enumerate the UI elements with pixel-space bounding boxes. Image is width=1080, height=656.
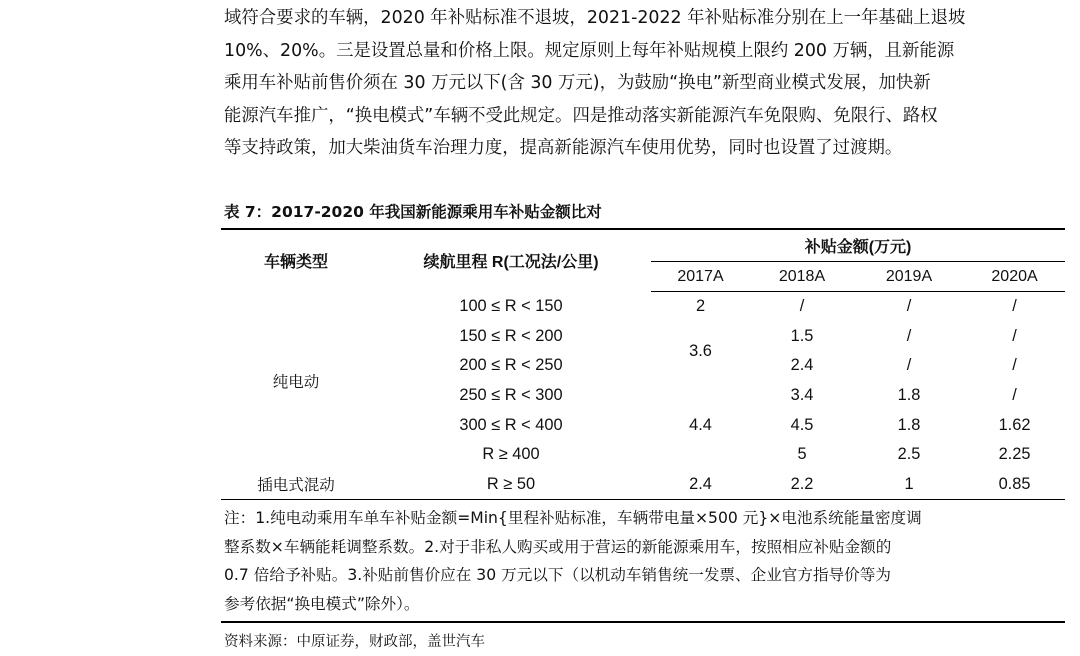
note-line: 注：1.纯电动乘用车单车补贴金额=Min{里程补贴标准，车辆带电量×500 元}×电池系统能量密度调	[224, 509, 922, 527]
cell-2019: /	[906, 297, 912, 316]
cell-range: R ≥ 50	[486, 474, 536, 493]
cell-2018: 1.5	[790, 326, 814, 345]
header-year-2018: 2018A	[750, 262, 854, 292]
cell-2017-merged: 4.4	[689, 415, 712, 434]
divider	[221, 621, 1065, 623]
paragraph-line: 等支持政策，加大柴油货车治理力度，提高新能源汽车使用优势，同时也设置了过渡期。	[224, 138, 903, 159]
cell-2019: 1.8	[897, 415, 921, 434]
cell-2020: /	[1012, 356, 1017, 375]
table-note	[224, 504, 1064, 618]
paragraph-line: 乘用车补贴前售价须在 30 万元以下(含 30 万元)，为鼓励“换电”新型商业模式发展，加快新	[224, 73, 931, 94]
cell-range: 300 ≤ R < 400	[459, 415, 563, 434]
cell-2018: 2.4	[790, 356, 814, 375]
subsidy-table-container	[221, 228, 1065, 500]
cell-2020: /	[1012, 297, 1017, 316]
cell-range: R ≥ 400	[482, 445, 540, 464]
cell-2018: 4.5	[790, 415, 814, 434]
group-pure-electric: 纯电动	[272, 373, 320, 391]
cell-2018: 5	[797, 445, 807, 464]
cell-2018: 2.2	[790, 474, 814, 493]
cell-2019: 1	[904, 474, 914, 493]
note-line: 参考依据“换电模式”除外）。	[224, 594, 420, 613]
cell-2019: /	[906, 326, 912, 345]
cell-range: 250 ≤ R < 300	[459, 386, 563, 405]
table-row	[221, 470, 1065, 500]
header-vehicle-type: 车辆类型	[263, 254, 328, 272]
header-year-2017: 2017A	[651, 262, 750, 292]
cell-2020: 2.25	[998, 445, 1031, 464]
cell-2019: 1.8	[897, 386, 921, 405]
cell-2017: 2.4	[689, 474, 712, 493]
cell-2020: 0.85	[998, 474, 1031, 493]
cell-2020: /	[1012, 326, 1017, 345]
table-caption: 表 7：2017-2020 年我国新能源乘用车补贴金额比对	[224, 203, 602, 221]
paragraph-line: 域符合要求的车辆，2020 年补贴标准不退坡，2021-2022 年补贴标准分别在上一年基础上退坡	[224, 8, 966, 28]
cell-2019: /	[906, 356, 912, 375]
cell-2020: /	[1012, 386, 1017, 405]
header-year-2019: 2019A	[854, 262, 964, 292]
cell-2018: /	[799, 297, 805, 316]
cell-2019: 2.5	[897, 445, 921, 464]
table-row	[221, 292, 1065, 322]
cell-range: 200 ≤ R < 250	[459, 356, 563, 375]
source-line: 资料来源：中原证券，财政部，盖世汽车	[224, 634, 485, 650]
note-line: 0.7 倍给予补贴。3.补贴前售价应在 30 万元以下（以机动车销售统一发票、企业官方指导价等为	[224, 566, 891, 585]
paragraph-line: 10%、20%。三是设置总量和价格上限。规定原则上每年补贴规模上限约 200 万辆，且新能源	[224, 40, 955, 61]
cell-2017-merged: 3.6	[689, 341, 712, 360]
header-subsidy: 补贴金额(万元)	[651, 229, 1065, 262]
group-plugin-hybrid: 插电式混动	[257, 477, 335, 495]
paragraph-line: 能源汽车推广，“换电模式”车辆不受此规定。四是推动落实新能源汽车免限购、免限行、路权	[224, 105, 938, 126]
subsidy-table	[221, 228, 1065, 500]
cell-2020: 1.62	[998, 415, 1031, 434]
cell-2018: 3.4	[790, 386, 814, 405]
cell-2017: 2	[695, 297, 706, 316]
body-paragraph	[224, 2, 1064, 165]
note-line: 整系数×车辆能耗调整系数。2.对于非私人购买或用于营运的新能源乘用车，按照相应补贴金额的	[224, 537, 892, 556]
cell-range: 150 ≤ R < 200	[459, 326, 563, 345]
cell-range: 100 ≤ R < 150	[459, 297, 563, 316]
header-range: 续航里程 R(工况法/公里)	[423, 254, 599, 272]
header-year-2020: 2020A	[964, 262, 1065, 292]
